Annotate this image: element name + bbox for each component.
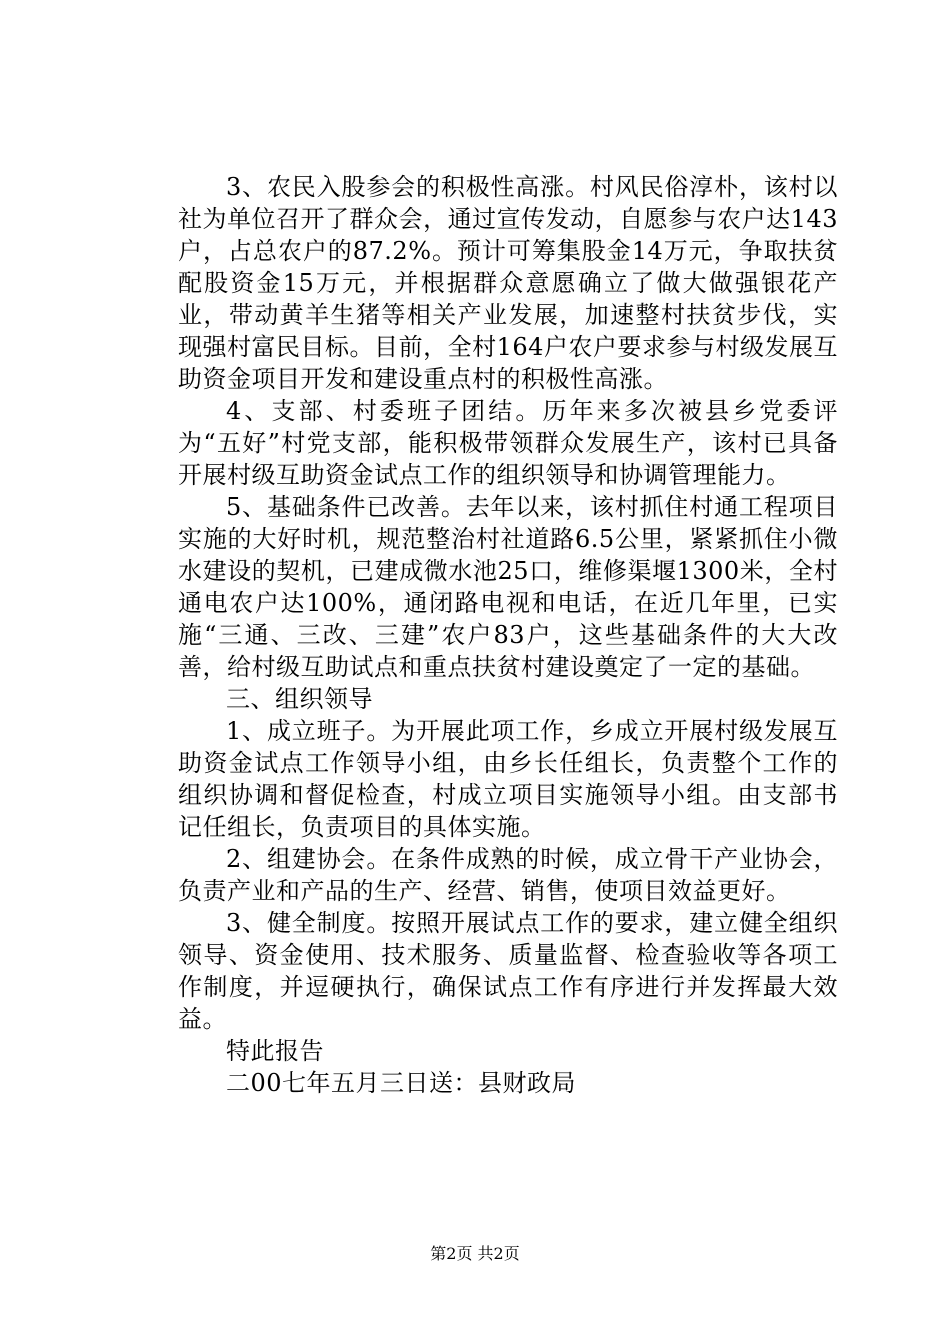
page-number: 第2页 共2页 (430, 1244, 520, 1263)
section-heading-organization: 三、组织领导 (226, 685, 373, 713)
paragraph-build-association: 2、组建协会。在条件成熟的时候，成立骨干产业协会，负责产业和产品的生产、经营、销售，使项目效益更好。 (178, 845, 838, 905)
paragraph-party-unity: 4、支部、村委班子团结。历年来多次被县乡党委评为“五好”村党支部，能积极带领群众发展生产，该村已具备开展村级互助资金试点工作的组织领导和协调管理能力。 (178, 397, 838, 489)
page-footer (0, 1244, 950, 1264)
closing-statement: 特此报告 (226, 1037, 324, 1065)
paragraph-infrastructure: 5、基础条件已改善。去年以来，该村抓住村通工程项目实施的大好时机，规范整治村社道路6.5公里，紧紧抓住小微水建设的契机，已建成微水池25口，维修渠堰1300米，全村通电农户达100%，通闭路电视和电话，在近几年里，已实施“三通、三改、三建”农户83户，这些基础条件的大大改善，给村级互助试点和重点扶贫村建设奠定了一定的基础。 (178, 493, 838, 681)
document-body (178, 171, 838, 1099)
paragraph-farmers-participation: 3、农民入股参会的积极性高涨。村风民俗淳朴，该村以社为单位召开了群众会，通过宣传发动，自愿参与农户达143户，占总农户的87.2%。预计可筹集股金14万元，争取扶贫配股资金15万元，并根据群众意愿确立了做大做强银花产业，带动黄羊生猪等相关产业发展，加速整村扶贫步伐，实现强村富民目标。目前，全村164户农户要求参与村级发展互助资金项目开发和建设重点村的积极性高涨。 (178, 173, 838, 393)
paragraph-set-up-team: 1、成立班子。为开展此项工作，乡成立开展村级发展互助资金试点工作领导小组，由乡长任组长，负责整个工作的组织协调和督促检查，村成立项目实施领导小组。由支部书记任组长，负责项目的具体实施。 (178, 717, 838, 841)
paragraph-improve-system: 3、健全制度。按照开展试点工作的要求，建立健全组织领导、资金使用、技术服务、质量监督、检查验收等各项工作制度，并逗硬执行，确保试点工作有序进行并发挥最大效益。 (178, 909, 838, 1033)
date-and-recipient: 二00七年五月三日送：县财政局 (226, 1069, 577, 1097)
